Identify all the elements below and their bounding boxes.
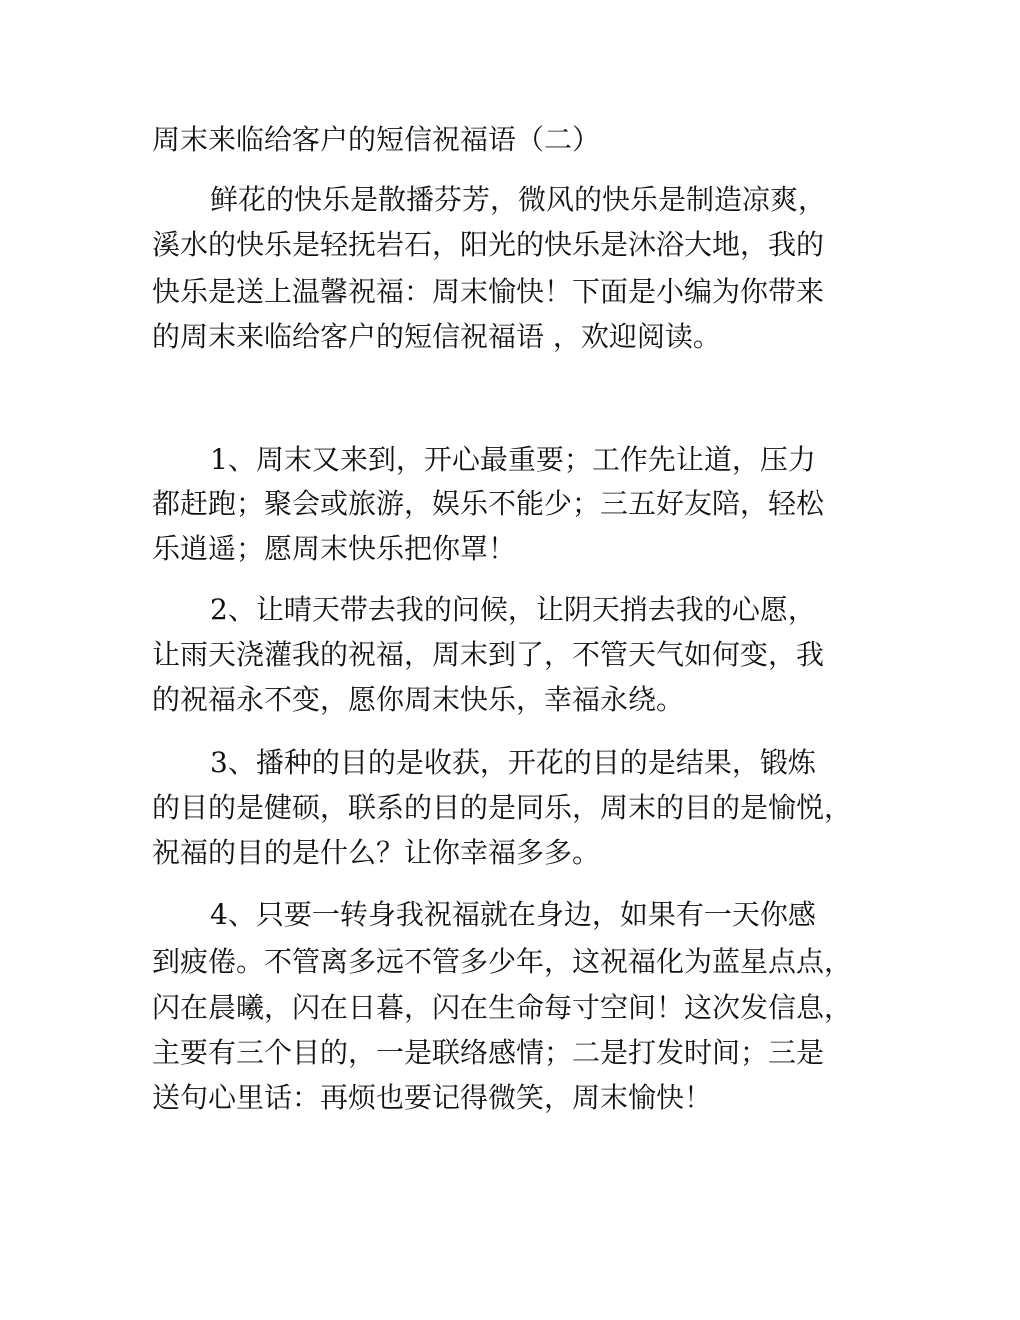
paragraph-line: 乐逍遥；愿周末快乐把你罩！ (152, 532, 517, 565)
paragraph-line: 鲜花的快乐是散播芬芳，微风的快乐是制造凉爽， (210, 183, 827, 216)
paragraph-line: 闪在晨曦，闪在日暮，闪在生命每寸空间！这次发信息， (152, 991, 853, 1024)
document-title: 周末来临给客户的短信祝福语（二） (152, 123, 601, 156)
paragraph-line: 的周末来临给客户的短信祝福语 ，欢迎阅读。 (152, 320, 721, 353)
paragraph-line: 送句心里话：再烦也要记得微笑，周末愉快！ (152, 1081, 713, 1114)
paragraph-line: 到疲倦。不管离多远不管多少年，这祝福化为蓝星点点， (152, 945, 853, 978)
paragraph-line: 1、周末又来到，开心最重要；工作先让道，压力 (210, 443, 816, 476)
paragraph-line: 的祝福永不变，愿你周末快乐，幸福永绕。 (152, 683, 685, 716)
paragraph-line: 快乐是送上温馨祝福：周末愉快！下面是小编为你带来 (152, 275, 825, 308)
paragraph-line: 溪水的快乐是轻抚岩石，阳光的快乐是沐浴大地，我的 (152, 228, 825, 261)
paragraph-line: 让雨天浇灌我的祝福，周末到了，不管天气如何变，我 (152, 638, 825, 671)
paragraph-line: 主要有三个目的，一是联络感情；二是打发时间；三是 (152, 1036, 825, 1069)
paragraph-line: 2、让晴天带去我的问候，让阴天捎去我的心愿， (210, 593, 816, 626)
paragraph-line: 都赶跑；聚会或旅游，娱乐不能少；三五好友陪，轻松 (152, 487, 825, 520)
paragraph-line: 4、只要一转身我祝福就在身边，如果有一天你感 (210, 898, 816, 931)
paragraph-line: 的目的是健硕，联系的目的是同乐，周末的目的是愉悦， (152, 791, 853, 824)
paragraph-line: 祝福的目的是什么？让你幸福多多。 (152, 836, 601, 869)
paragraph-line: 3、播种的目的是收获，开花的目的是结果，锻炼 (210, 746, 816, 779)
